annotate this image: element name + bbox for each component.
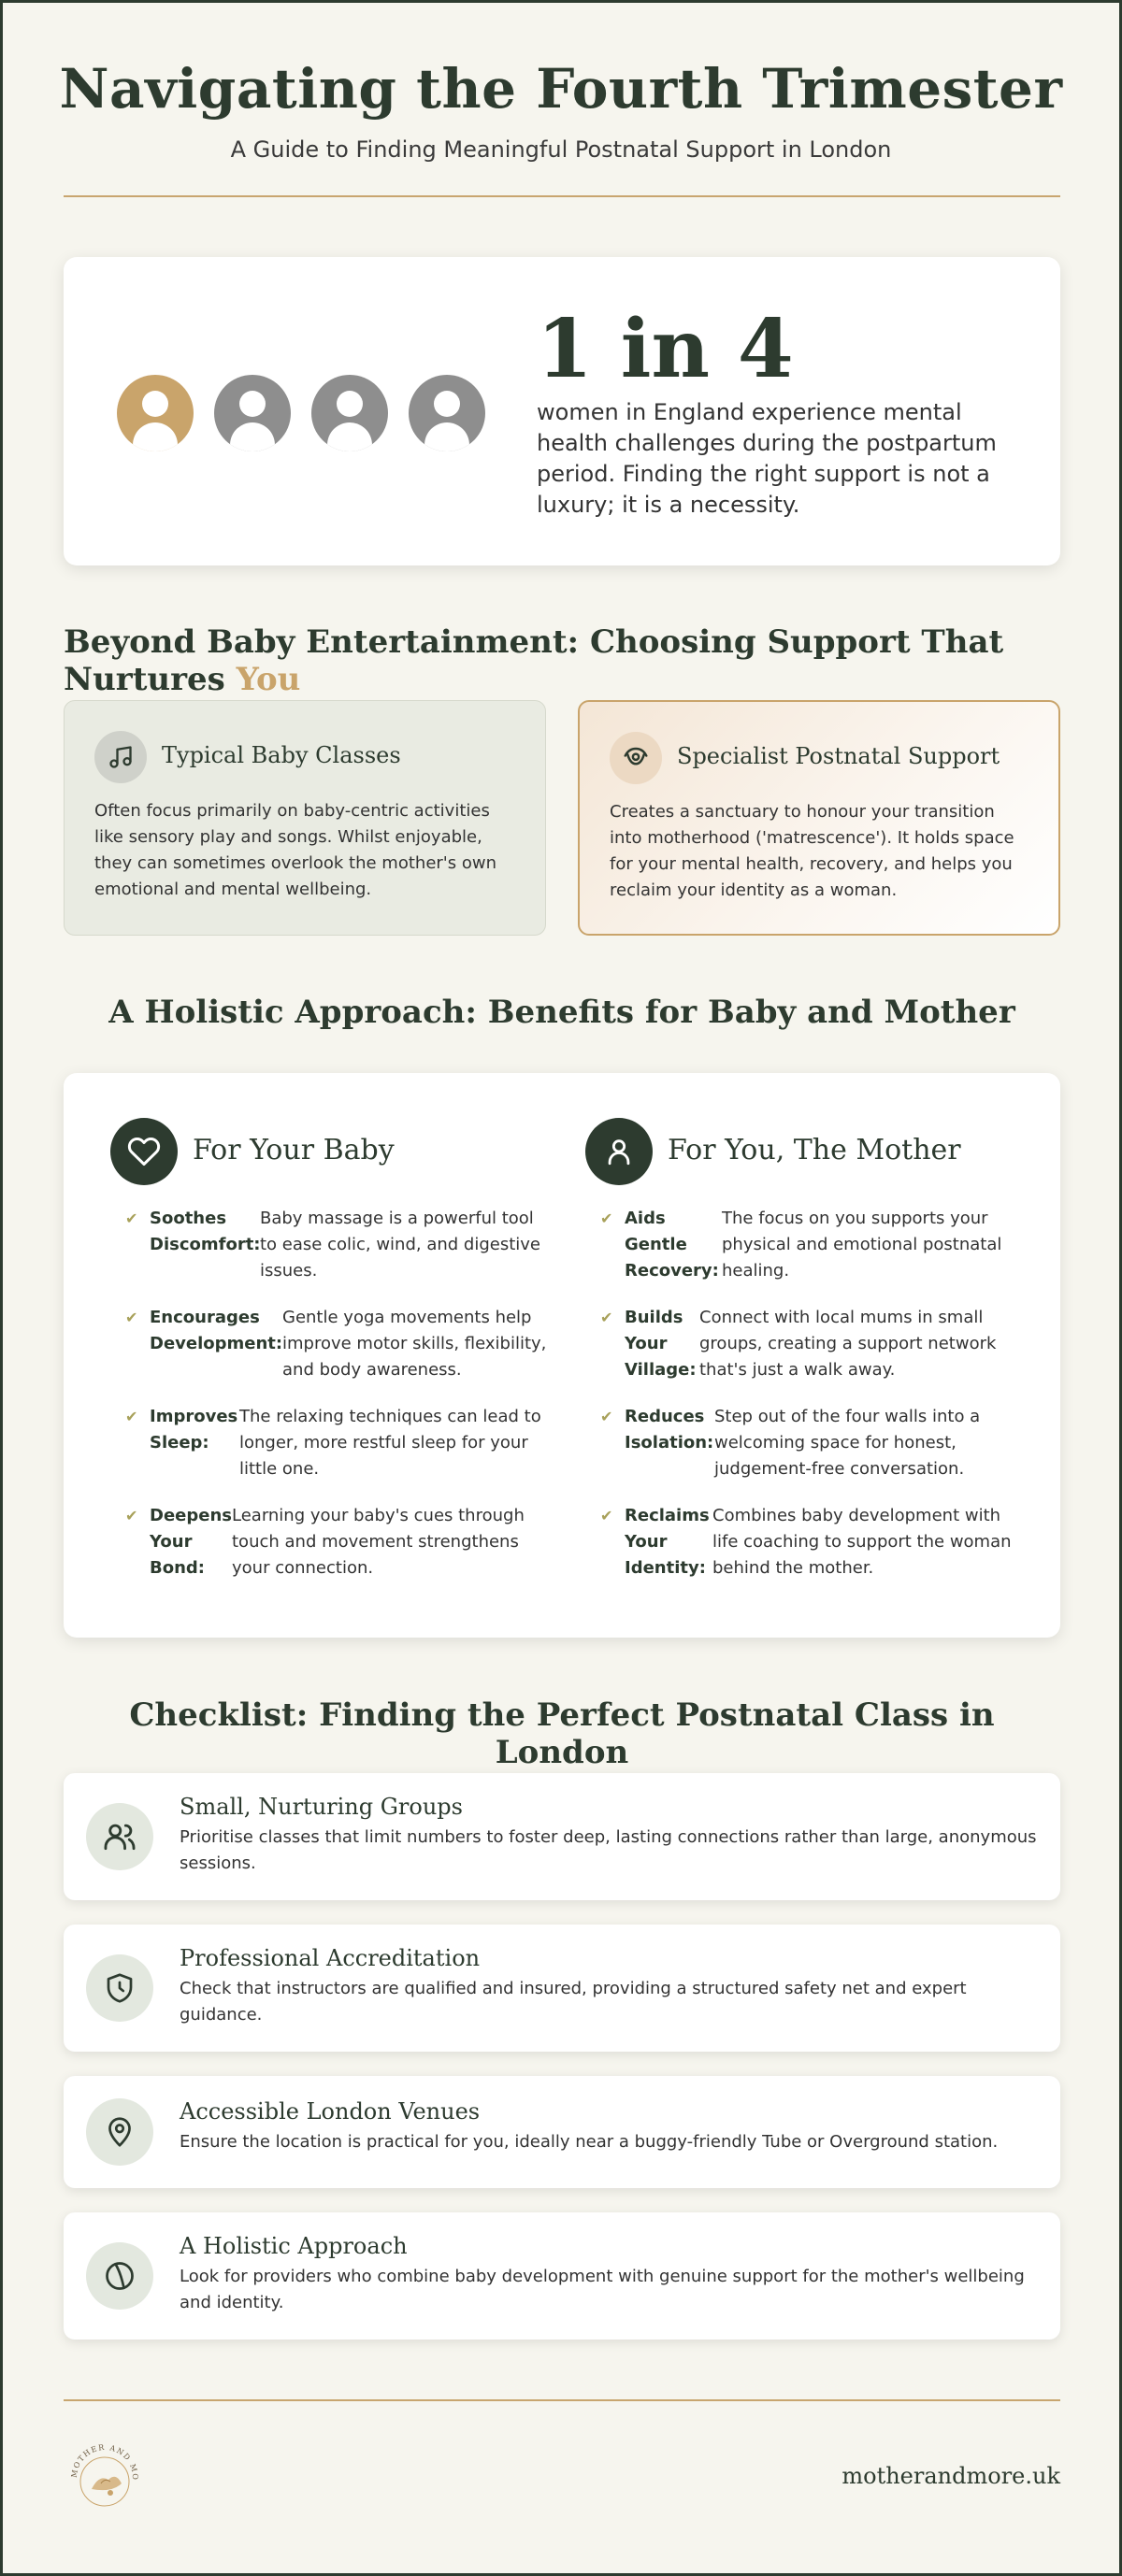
list-item: ✔ Aids Gentle Recovery: The focus on you supports your physical and emotional postnatal healing. [600, 1206, 1030, 1284]
check-icon: ✔ [125, 1507, 138, 1524]
person-icon [214, 375, 291, 451]
checklist-item-text: Ensure the location is practical for you, ideally near a buggy-friendly Tube or Overground station. [180, 2132, 999, 2152]
list-item: ✔ Builds Your Village: Connect with local mums in small groups, creating a support network that's just a walk away. [600, 1305, 1030, 1383]
list-item: ✔ Reclaims Your Identity: Combines baby development with life coaching to support the woman behind the mother. [600, 1503, 1030, 1581]
footer-website[interactable]: motherandmore.uk [842, 2463, 1060, 2489]
mother-benefits-list [600, 1206, 1030, 1602]
compass-icon [86, 2242, 153, 2310]
heart-icon [110, 1118, 178, 1185]
checklist-item-holistic [64, 2212, 1060, 2340]
check-icon: ✔ [600, 1507, 613, 1524]
checklist-item-venues [64, 2076, 1060, 2188]
svg-text:MOTHER AND MORE: MOTHER AND MO [69, 2442, 140, 2482]
list-item: ✔ Encourages Development: Gentle yoga movements help improve motor skills, flexibility, and body awareness. [125, 1305, 555, 1383]
page-subtitle: A Guide to Finding Meaningful Postnatal Support in London [230, 136, 892, 163]
typical-classes-title: Typical Baby Classes [162, 742, 401, 768]
music-note-icon [94, 731, 147, 783]
benefits-card [64, 1073, 1060, 1638]
checklist-heading: Checklist: Finding the Perfect Postnatal Class in London [129, 1696, 995, 1771]
stat-card [64, 257, 1060, 565]
check-icon: ✔ [600, 1408, 613, 1425]
user-icon [585, 1118, 653, 1185]
check-icon: ✔ [600, 1209, 613, 1227]
page-title: Navigating the Fourth Trimester [59, 57, 1063, 121]
checklist-item-small-groups [64, 1773, 1060, 1900]
checklist-item-title: Accessible London Venues [180, 2098, 481, 2125]
check-icon: ✔ [125, 1309, 138, 1326]
person-icon [117, 375, 194, 451]
brand-logo [64, 2437, 146, 2519]
benefits-heading: A Holistic Approach: Benefits for Baby and Mother [108, 994, 1015, 1031]
infographic-page [3, 3, 1119, 2573]
checklist-item-text: Check that instructors are qualified and insured, providing a structured safety net and expert guidance. [180, 1979, 967, 2025]
list-item: ✔ Soothes Discomfort: Baby massage is a powerful tool to ease colic, wind, and digestive issues. [125, 1206, 555, 1284]
mother-benefits-title: For You, The Mother [668, 1134, 961, 1166]
list-item: ✔ Improves Sleep: The relaxing techniques can lead to longer, more restful sleep for your little one. [125, 1404, 555, 1482]
checklist-item-text: Look for providers who combine baby development with genuine support for the mother's wellbeing and identity. [180, 2267, 1025, 2312]
check-icon: ✔ [125, 1209, 138, 1227]
person-icon [311, 375, 388, 451]
person-icon [409, 375, 485, 451]
baby-benefits-title: For Your Baby [193, 1134, 395, 1166]
specialist-support-card [578, 700, 1060, 936]
users-icon [86, 1803, 153, 1870]
specialist-support-text: Creates a sanctuary to honour your transition into motherhood ('matrescence'). It holds space for your mental health, recovery, and helps you reclaim your identity as a woman. [610, 802, 1014, 900]
header-divider [64, 195, 1060, 197]
checklist-item-accreditation [64, 1925, 1060, 2052]
checklist-item-title: Small, Nurturing Groups [180, 1794, 463, 1820]
checklist-item-title: Professional Accreditation [180, 1945, 481, 1971]
compare-heading: Beyond Baby Entertainment: Choosing Support That Nurtures You [64, 623, 1004, 698]
footer-divider [64, 2399, 1060, 2401]
shield-icon [86, 1954, 153, 2022]
list-item: ✔ Deepens Your Bond: Learning your baby's cues through touch and movement strengthens your connection. [125, 1503, 555, 1581]
baby-benefits-list [125, 1206, 555, 1602]
checklist-item-text: Prioritise classes that limit numbers to foster deep, lasting connections rather than large, anonymous sessions. [180, 1827, 1037, 1873]
map-pin-icon [86, 2098, 153, 2166]
checklist-item-title: A Holistic Approach [180, 2233, 408, 2259]
check-icon: ✔ [600, 1309, 613, 1326]
specialist-support-title: Specialist Postnatal Support [677, 743, 1000, 769]
eye-icon [610, 732, 662, 784]
stat-description: women in England experience mental health challenges during the postpartum period. Finding the right support is not a luxury; it is a necessity. [537, 399, 997, 518]
stat-number: 1 in 4 [537, 302, 794, 396]
compare-heading-accent: You [236, 661, 301, 698]
typical-classes-text: Often focus primarily on baby-centric activities like sensory play and songs. Whilst enjoyable, they can sometimes overlook the mother's own emotional and mental wellbeing. [94, 801, 496, 899]
list-item: ✔ Reduces Isolation: Step out of the four walls into a welcoming space for honest, judgement-free conversation. [600, 1404, 1030, 1482]
typical-classes-card [64, 700, 546, 936]
check-icon: ✔ [125, 1408, 138, 1425]
